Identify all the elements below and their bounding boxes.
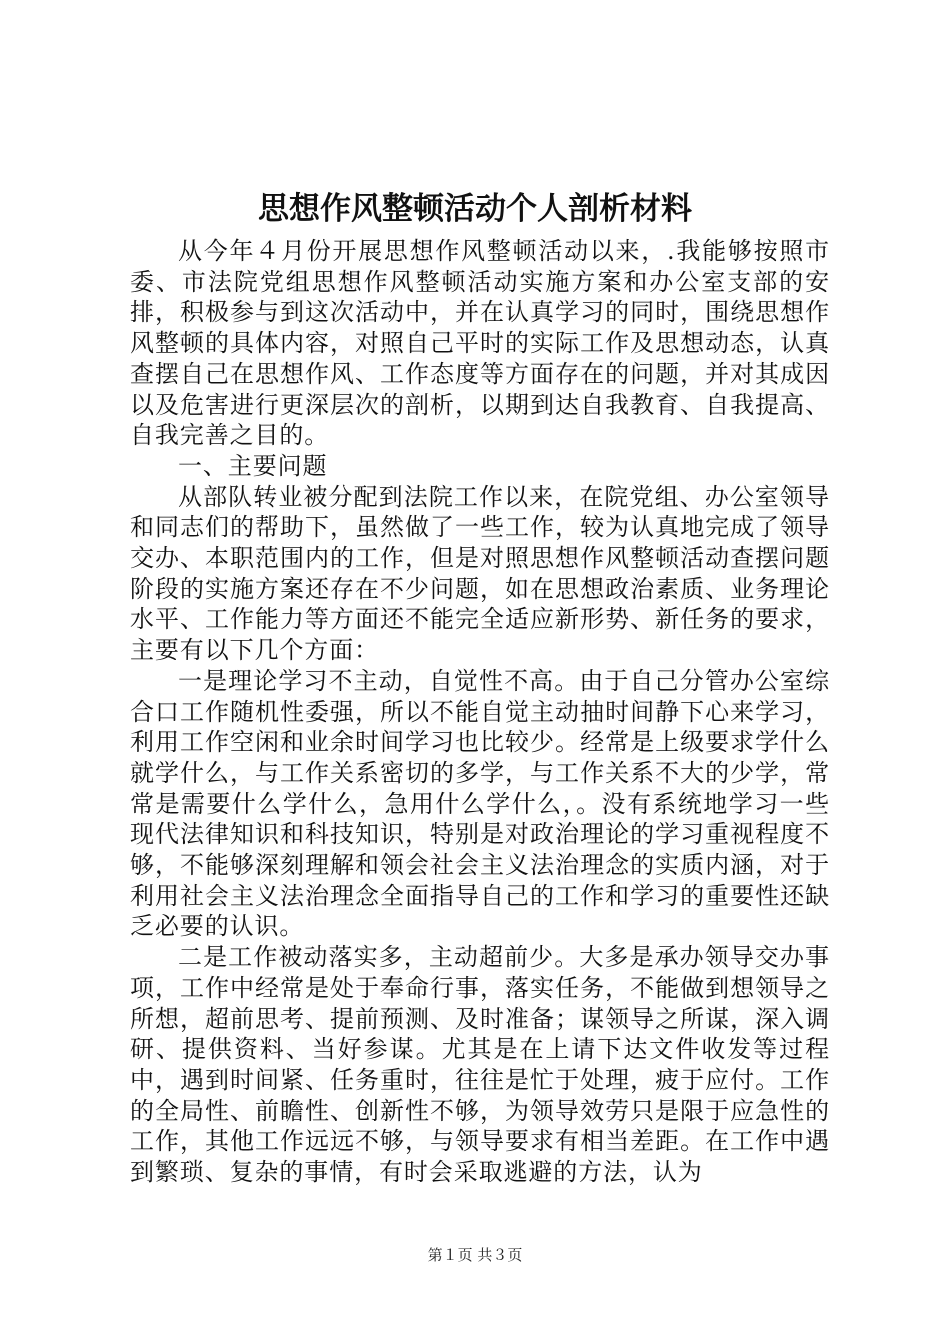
paragraph-overview: 从部队转业被分配到法院工作以来，在院党组、办公室领导和同志们的帮助下，虽然做了一些工作，较为认真地完成了领导交办、本职范围内的工作，但是对照思想作风整顿活动查摆问题阶段的实施方案还存在不少问题，如在思想政治素质、业务理论水平、工作能力等方面还不能完全适应新形势、新任务的要求，主要有以下几个方面： [130, 482, 830, 665]
document-body [130, 236, 830, 1188]
page-number: 第１页 共３页 [427, 1246, 523, 1264]
paragraph-point-two: 二是工作被动落实多，主动超前少。大多是承办领导交办事项，工作中经常是处于奉命行事，落实任务，不能做到想领导之所想，超前思考、提前预测、及时准备；谋领导之所谋，深入调研、提供资料、当好参谋。尤其是在上请下达文件收发等过程中，遇到时间紧、任务重时，往往是忙于处理，疲于应付。工作的全局性、前瞻性、创新性不够，为领导效劳只是限于应急性的工作，其他工作远远不够，与领导要求有相当差距。在工作中遇到繁琐、复杂的事情，有时会采取逃避的方法，认为 [130, 943, 830, 1187]
page-footer [0, 1244, 950, 1266]
section-heading-main-problems: 一、主要问题 [178, 451, 328, 480]
paragraph-intro: 从今年４月份开展思想作风整顿活动以来，.我能够按照市委、市法院党组思想作风整顿活动实施方案和办公室支部的安排，积极参与到这次活动中，并在认真学习的同时，围绕思想作风整顿的具体内容，对照自己平时的实际工作及思想动态，认真查摆自己在思想作风、工作态度等方面存在的问题，并对其成因以及危害进行更深层次的剖析，以期到达自我教育、自我提高、自我完善之目的。 [130, 237, 830, 450]
document-title: 思想作风整顿活动个人剖析材料 [258, 191, 692, 227]
paragraph-point-one: 一是理论学习不主动，自觉性不高。由于自己分管办公室综合口工作随机性委强，所以不能自觉主动抽时间静下心来学习，利用工作空闲和业余时间学习也比较少。经常是上级要求学什么就学什么，与工作关系密切的多学，与工作关系不大的少学，常常是需要什么学什么，急用什么学什么，。没有系统地学习一些现代法律知识和科技知识，特别是对政治理论的学习重视程度不够，不能够深刻理解和领会社会主义法治理念的实质内涵，对于利用社会主义法治理念全面指导自己的工作和学习的重要性还缺乏必要的认识。 [130, 666, 830, 941]
